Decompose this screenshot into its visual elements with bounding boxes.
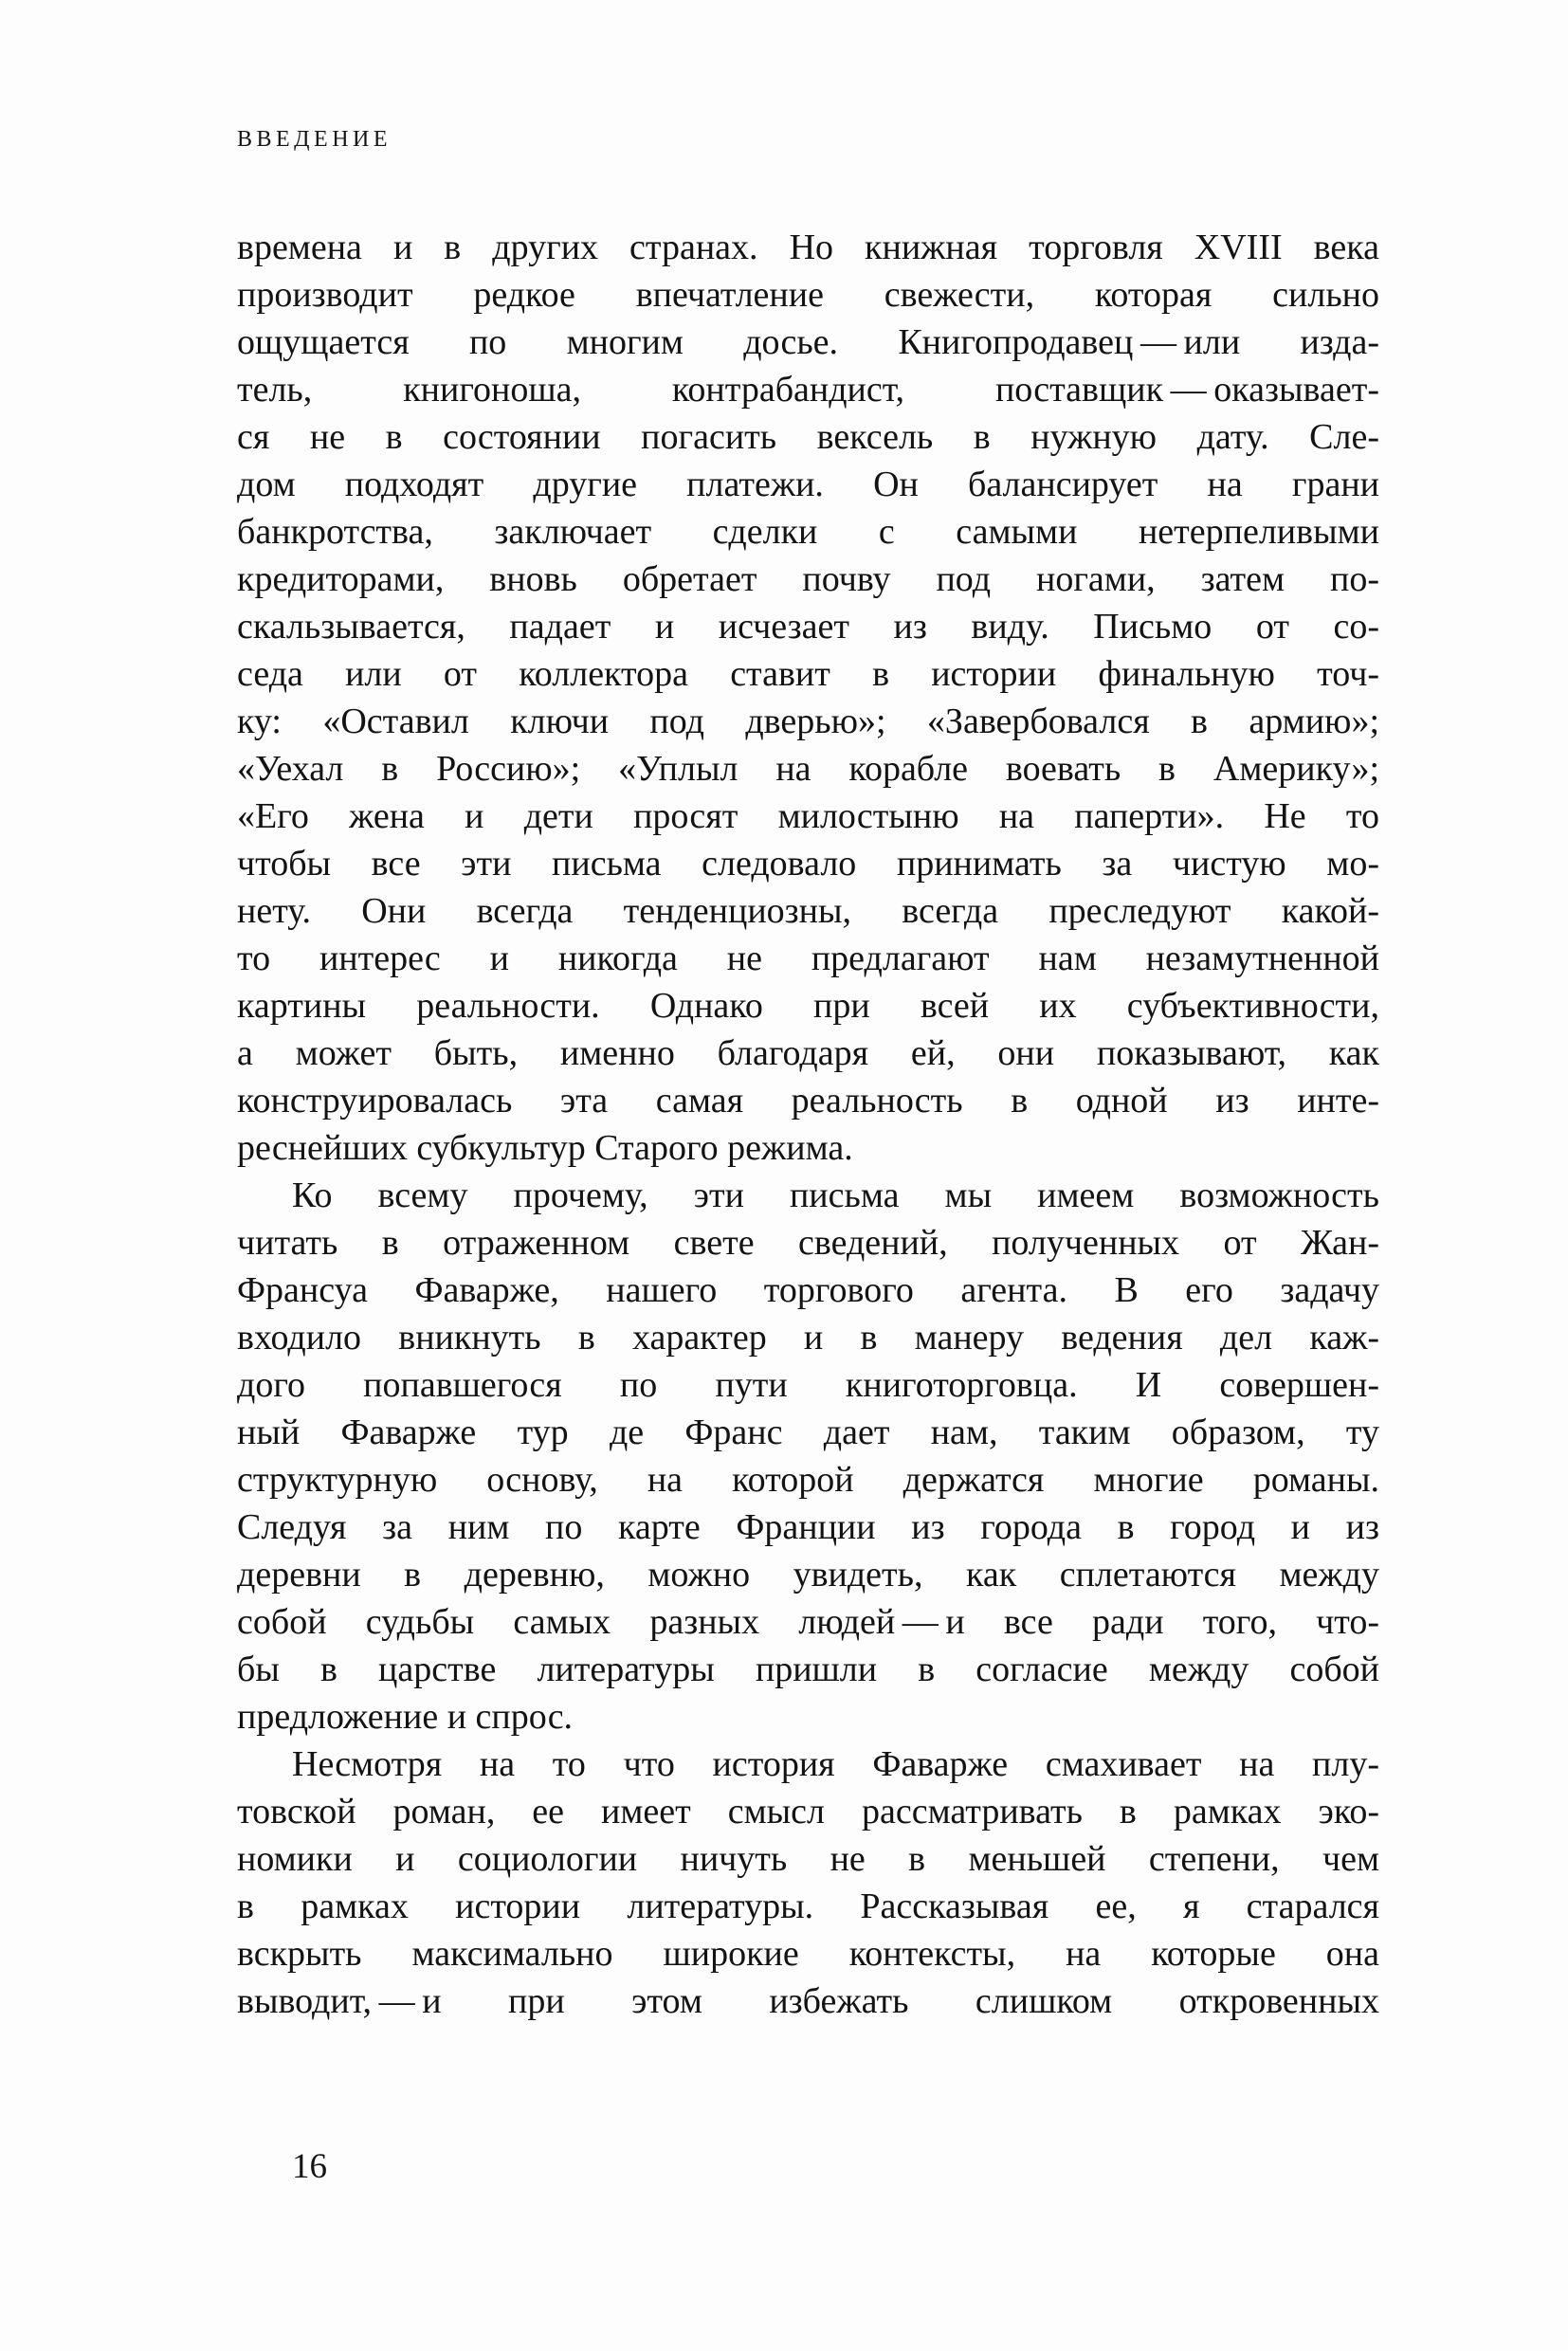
text-line: вскрыть максимально широкие контексты, на которые она [237, 1934, 1379, 1974]
text-line: «Его жена и дети просят милостыню на паперти». Не то [237, 796, 1379, 836]
text-line: товской роман, ее имеет смысл рассматривать в рамках эко- [237, 1792, 1379, 1832]
text-line: номики и социологии ничуть не в меньшей степени, чем [237, 1839, 1379, 1879]
text-line: нету. Они всегда тенденциозны, всегда преследуют какой- [237, 891, 1379, 931]
text-line: Франсуа Фаварже, нашего торгового агента. В его задачу [237, 1270, 1379, 1310]
text-line: предложение и спрос. [237, 1697, 574, 1737]
text-line: конструировалась эта самая реальность в одной из инте- [237, 1081, 1379, 1121]
text-line: ся не в состоянии погасить вексель в нужную дату. Сле- [237, 417, 1379, 457]
text-line: кредиторами, вновь обретает почву под ногами, затем по- [237, 559, 1379, 599]
text-line: а может быть, именно благодаря ей, они показывают, как [237, 1033, 1379, 1073]
text-line: банкротства, заключает сделки с самыми нетерпеливыми [237, 512, 1379, 552]
text-line: в рамках истории литературы. Рассказывая ее, я старался [237, 1886, 1379, 1926]
text-line: седа или от коллектора ставит в истории финальную точ- [237, 654, 1379, 694]
text-line: чтобы все эти письма следовало принимать за чистую мо- [237, 844, 1379, 884]
text-line: времена и в других странах. Но книжная торговля XVIII века [237, 228, 1379, 267]
text-line: «Уехал в Россию»; «Уплыл на корабле воевать в Америку»; [237, 749, 1379, 789]
text-line: структурную основу, на которой держатся многие романы. [237, 1460, 1379, 1500]
text-line: читать в отраженном свете сведений, полученных от Жан- [237, 1223, 1379, 1263]
text-line: дом подходят другие платежи. Он балансирует на грани [237, 465, 1379, 504]
text-line: бы в царстве литературы пришли в согласие между собой [237, 1649, 1379, 1689]
text-line: ный Фаварже тур де Франс дает нам, таким образом, ту [237, 1412, 1379, 1452]
text-line: входило вникнуть в характер и в манеру ведения дел каж- [237, 1318, 1379, 1358]
text-line: тель, книгоноша, контрабандист, поставщик — оказывает- [237, 370, 1379, 410]
text-line: выводит, — и при этом избежать слишком откровенных [237, 1981, 1379, 2021]
text-line: реснейших субкультур Старого режима. [237, 1128, 853, 1168]
text-line: Следуя за ним по карте Франции из города в город и из [237, 1507, 1379, 1547]
text-line: ку: «Оставил ключи под дверью»; «Завербовался в армию»; [237, 702, 1379, 741]
text-line: скальзывается, падает и исчезает из виду. Письмо от со- [237, 607, 1379, 647]
text-line: Несмотря на то что история Фаварже смахивает на плу- [292, 1744, 1379, 1784]
text-line: то интерес и никогда не предлагают нам незамутненной [237, 939, 1379, 978]
text-line: деревни в деревню, можно увидеть, как сплетаются между [237, 1555, 1379, 1595]
text-line: собой судьбы самых разных людей — и все ради того, что- [237, 1602, 1379, 1642]
text-line: производит редкое впечатление свежести, которая сильно [237, 275, 1379, 315]
text-line: ощущается по многим досье. Книгопродавец — или изда- [237, 322, 1379, 362]
text-line: дого попавшегося по пути книготорговца. И совершен- [237, 1365, 1379, 1405]
body-text [237, 224, 1379, 2025]
running-head: ВВЕДЕНИЕ [237, 127, 392, 152]
text-line: картины реальности. Однако при всей их субъективности, [237, 986, 1379, 1026]
page-number: 16 [292, 2147, 327, 2186]
text-line: Ко всему прочему, эти письма мы имеем возможность [292, 1176, 1379, 1215]
